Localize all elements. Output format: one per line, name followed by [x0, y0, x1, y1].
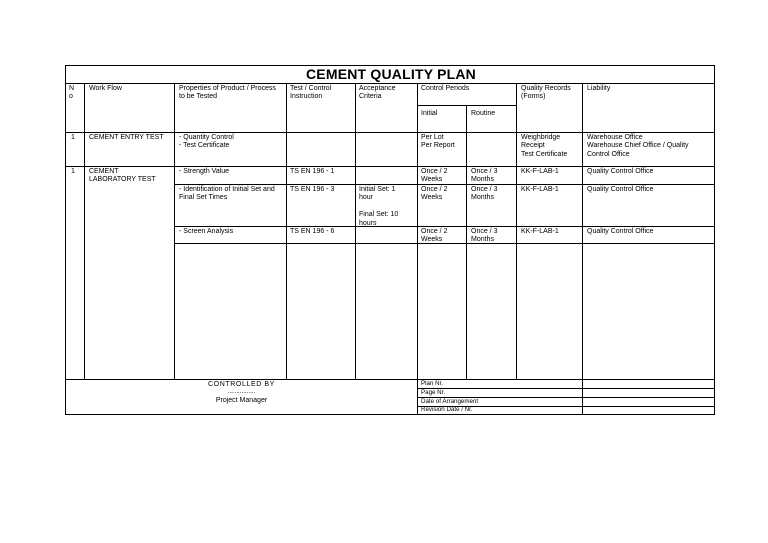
date-of-arrangement-label: Date of Arrangement	[421, 398, 479, 405]
col-acceptance	[417, 83, 418, 414]
row2-work-flow: CEMENT LABORATORY TEST	[89, 168, 156, 184]
subrow1-initial: Once / 2 Weeks	[421, 168, 448, 184]
rule-title-bottom	[66, 83, 714, 84]
subrow2-acceptance: Initial Set: 1 hour Final Set: 10 hours	[359, 186, 399, 227]
plan-nr-label: Plan Nr.	[421, 380, 444, 387]
subrow2-initial: Once / 2 Weeks	[421, 186, 448, 202]
subrow1-liability: Quality Control Office	[587, 168, 654, 175]
rule-footer-1	[417, 388, 714, 389]
rule-row1-bottom	[66, 166, 714, 167]
col-routine	[516, 83, 517, 379]
subrow3-liability: Quality Control Office	[587, 228, 654, 235]
col-no	[84, 83, 85, 379]
col-records	[582, 83, 583, 414]
project-manager-label: Project Manager	[215, 397, 268, 404]
header-acceptance: Acceptance Criteria	[359, 85, 396, 101]
header-control-periods: Control Periods	[421, 85, 470, 92]
subrow2-records: KK-F-LAB-1	[521, 186, 559, 193]
subrow3-properties: - Screen Analysis	[179, 228, 234, 235]
subrow2-routine: Once / 3 Months	[471, 186, 498, 202]
controlled-by-label: CONTROLLED BY	[208, 381, 275, 388]
subrow3-initial: Once / 2 Weeks	[421, 228, 448, 244]
header-routine: Routine	[471, 110, 496, 117]
subrow2-test: TS EN 196 - 3	[290, 186, 335, 193]
row1-initial: Per Lot Per Report	[421, 134, 455, 150]
rule-subrow2-bottom	[174, 226, 714, 227]
col-workflow	[174, 83, 175, 379]
rule-header-bottom	[66, 132, 714, 133]
document-title: CEMENT QUALITY PLAN	[306, 66, 476, 82]
quality-plan-table	[65, 65, 715, 415]
page-nr-label: Page Nr.	[421, 389, 446, 396]
subrow3-records: KK-F-LAB-1	[521, 228, 559, 235]
row1-no: 1	[71, 134, 75, 141]
row1-liability: Warehouse Office Warehouse Chief Office / Quality Control Office	[587, 134, 689, 158]
col-initial	[466, 105, 467, 379]
header-initial: Initial	[421, 110, 438, 117]
header-properties: Properties of Product / Process to be Tested	[179, 85, 276, 101]
rule-footer-top	[66, 379, 714, 380]
subrow1-routine: Once / 3 Months	[471, 168, 498, 184]
header-quality-records: Quality Records (Forms)	[521, 85, 571, 101]
header-work-flow: Work Flow	[89, 85, 122, 92]
subrow3-routine: Once / 3 Months	[471, 228, 498, 244]
row1-work-flow: CEMENT ENTRY TEST	[89, 134, 164, 141]
revision-label: Revision Date / Nr.	[421, 406, 473, 413]
subrow1-properties: - Strength Value	[179, 168, 230, 175]
subrow3-test: TS EN 196 - 6	[290, 228, 335, 235]
subrow2-liability: Quality Control Office	[587, 186, 654, 193]
header-no: N o	[69, 85, 75, 101]
row1-records: Weighbridge Receipt Test Certificate	[521, 134, 568, 158]
subrow1-test: TS EN 196 - 1	[290, 168, 335, 175]
header-test-control: Test / Control Instruction	[290, 85, 332, 101]
col-properties	[286, 83, 287, 379]
row2-no: 1	[71, 168, 75, 175]
header-liability: Liability	[587, 85, 611, 92]
row1-properties: - Quantity Control - Test Certificate	[179, 134, 234, 150]
signature-line: ................	[227, 388, 256, 395]
col-test	[355, 83, 356, 379]
subrow1-records: KK-F-LAB-1	[521, 168, 559, 175]
subrow2-properties: - Identification of Initial Set and Final Set Times	[179, 186, 275, 202]
